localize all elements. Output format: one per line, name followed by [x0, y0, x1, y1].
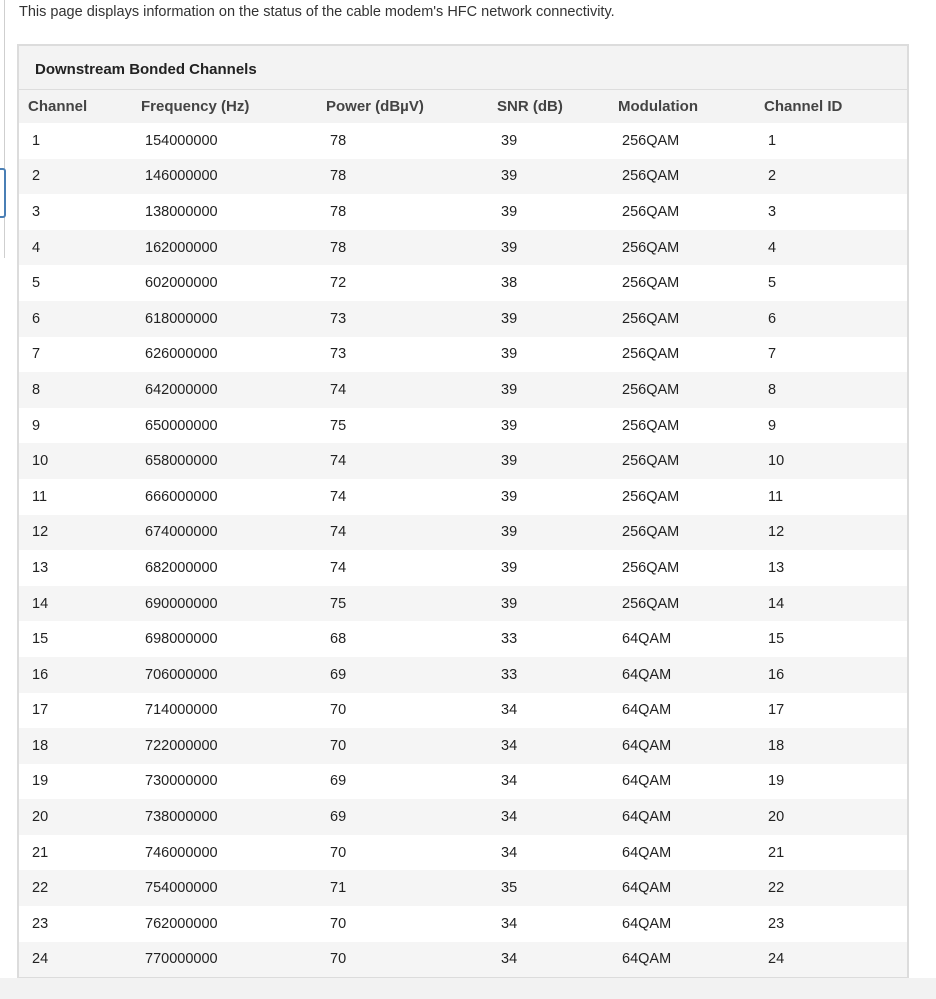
table-row: [19, 799, 907, 835]
cell-modulation: 64QAM: [612, 657, 760, 693]
column-header-power: Power (dBµV): [318, 90, 490, 123]
cell-frequency: 626000000: [133, 337, 318, 373]
cell-channel: 22: [19, 870, 133, 906]
cell-channel-id: 23: [760, 906, 907, 942]
cell-modulation: 256QAM: [612, 550, 760, 586]
cell-channel: 10: [19, 443, 133, 479]
table-row: [19, 265, 907, 301]
cell-frequency: 674000000: [133, 515, 318, 551]
table-row: [19, 906, 907, 942]
cell-modulation: 256QAM: [612, 479, 760, 515]
table-body: [19, 123, 907, 977]
cell-power: 69: [318, 799, 490, 835]
cell-channel-id: 21: [760, 835, 907, 871]
cell-frequency: 770000000: [133, 942, 318, 978]
cell-snr: 39: [490, 443, 612, 479]
cell-power: 74: [318, 550, 490, 586]
cell-power: 78: [318, 159, 490, 195]
cell-frequency: 642000000: [133, 372, 318, 408]
cell-channel-id: 11: [760, 479, 907, 515]
cell-channel: 16: [19, 657, 133, 693]
column-header-frequency: Frequency (Hz): [133, 90, 318, 123]
cell-snr: 34: [490, 906, 612, 942]
cell-modulation: 64QAM: [612, 799, 760, 835]
cell-channel: 7: [19, 337, 133, 373]
cell-snr: 39: [490, 194, 612, 230]
cell-snr: 39: [490, 408, 612, 444]
cell-frequency: 706000000: [133, 657, 318, 693]
cell-channel: 12: [19, 515, 133, 551]
cell-modulation: 64QAM: [612, 764, 760, 800]
table-header-row: [19, 90, 907, 123]
table-row: [19, 870, 907, 906]
cell-channel-id: 13: [760, 550, 907, 586]
cell-modulation: 64QAM: [612, 906, 760, 942]
table-row: [19, 728, 907, 764]
table-row: [19, 230, 907, 266]
cell-channel-id: 6: [760, 301, 907, 337]
cell-snr: 39: [490, 586, 612, 622]
downstream-channels-table: [19, 90, 907, 977]
cell-channel-id: 22: [760, 870, 907, 906]
table-row: [19, 194, 907, 230]
cell-channel-id: 24: [760, 942, 907, 978]
table-row: [19, 372, 907, 408]
cell-frequency: 730000000: [133, 764, 318, 800]
cell-channel: 18: [19, 728, 133, 764]
cell-power: 70: [318, 942, 490, 978]
cell-modulation: 256QAM: [612, 194, 760, 230]
cell-power: 68: [318, 621, 490, 657]
cell-channel: 19: [19, 764, 133, 800]
cell-frequency: 738000000: [133, 799, 318, 835]
cell-channel-id: 9: [760, 408, 907, 444]
cell-snr: 34: [490, 728, 612, 764]
cell-channel: 4: [19, 230, 133, 266]
cell-power: 74: [318, 479, 490, 515]
cell-modulation: 256QAM: [612, 443, 760, 479]
cell-frequency: 698000000: [133, 621, 318, 657]
table-row: [19, 479, 907, 515]
cell-modulation: 256QAM: [612, 408, 760, 444]
cell-snr: 34: [490, 942, 612, 978]
page-description: This page displays information on the status of the cable modem's HFC network connectivity.: [19, 4, 615, 20]
table-row: [19, 337, 907, 373]
column-header-channel-id: Channel ID: [760, 90, 907, 123]
cell-channel: 14: [19, 586, 133, 622]
cell-modulation: 64QAM: [612, 693, 760, 729]
cell-power: 70: [318, 835, 490, 871]
cell-snr: 39: [490, 515, 612, 551]
cell-modulation: 256QAM: [612, 230, 760, 266]
cell-snr: 33: [490, 621, 612, 657]
table-row: [19, 586, 907, 622]
cell-frequency: 618000000: [133, 301, 318, 337]
cell-power: 74: [318, 515, 490, 551]
cell-channel: 13: [19, 550, 133, 586]
cell-frequency: 138000000: [133, 194, 318, 230]
cell-frequency: 658000000: [133, 443, 318, 479]
cell-frequency: 666000000: [133, 479, 318, 515]
cell-channel-id: 10: [760, 443, 907, 479]
cell-snr: 39: [490, 479, 612, 515]
cell-channel: 2: [19, 159, 133, 195]
cell-channel-id: 4: [760, 230, 907, 266]
cell-channel: 15: [19, 621, 133, 657]
cell-modulation: 64QAM: [612, 835, 760, 871]
cell-channel: 6: [19, 301, 133, 337]
column-header-modulation: Modulation: [612, 90, 760, 123]
cell-frequency: 682000000: [133, 550, 318, 586]
cell-modulation: 256QAM: [612, 586, 760, 622]
cell-snr: 38: [490, 265, 612, 301]
cell-channel: 11: [19, 479, 133, 515]
table-row: [19, 835, 907, 871]
cell-frequency: 650000000: [133, 408, 318, 444]
cell-channel-id: 2: [760, 159, 907, 195]
cell-power: 73: [318, 301, 490, 337]
cell-modulation: 256QAM: [612, 265, 760, 301]
cell-channel-id: 14: [760, 586, 907, 622]
cell-modulation: 64QAM: [612, 942, 760, 978]
cell-power: 69: [318, 764, 490, 800]
cell-snr: 39: [490, 337, 612, 373]
table-row: [19, 764, 907, 800]
cell-channel: 8: [19, 372, 133, 408]
cell-channel: 24: [19, 942, 133, 978]
table-row: [19, 550, 907, 586]
table-row: [19, 515, 907, 551]
cell-snr: 35: [490, 870, 612, 906]
cell-modulation: 256QAM: [612, 301, 760, 337]
cell-modulation: 256QAM: [612, 337, 760, 373]
cell-power: 74: [318, 443, 490, 479]
column-header-channel: Channel: [19, 90, 133, 123]
table-row: [19, 408, 907, 444]
cell-modulation: 256QAM: [612, 515, 760, 551]
cell-snr: 33: [490, 657, 612, 693]
cell-frequency: 754000000: [133, 870, 318, 906]
cell-channel-id: 12: [760, 515, 907, 551]
cell-frequency: 146000000: [133, 159, 318, 195]
cell-snr: 34: [490, 835, 612, 871]
cell-snr: 39: [490, 230, 612, 266]
cell-frequency: 762000000: [133, 906, 318, 942]
cell-channel-id: 18: [760, 728, 907, 764]
table-row: [19, 693, 907, 729]
cell-modulation: 64QAM: [612, 621, 760, 657]
table-row: [19, 657, 907, 693]
cell-snr: 34: [490, 799, 612, 835]
cell-snr: 39: [490, 372, 612, 408]
cell-frequency: 602000000: [133, 265, 318, 301]
column-header-snr: SNR (dB): [490, 90, 612, 123]
cell-power: 75: [318, 586, 490, 622]
cell-power: 73: [318, 337, 490, 373]
cell-snr: 39: [490, 159, 612, 195]
cell-power: 78: [318, 230, 490, 266]
cell-channel: 5: [19, 265, 133, 301]
cell-channel-id: 7: [760, 337, 907, 373]
cell-channel-id: 20: [760, 799, 907, 835]
cell-channel-id: 3: [760, 194, 907, 230]
cell-channel: 3: [19, 194, 133, 230]
left-sidebar-edge: [0, 0, 5, 258]
cell-frequency: 162000000: [133, 230, 318, 266]
cell-frequency: 722000000: [133, 728, 318, 764]
cell-power: 78: [318, 194, 490, 230]
cell-modulation: 256QAM: [612, 123, 760, 159]
table-row: [19, 301, 907, 337]
cell-channel-id: 15: [760, 621, 907, 657]
downstream-bonded-channels-panel: [17, 44, 909, 978]
sidebar-collapse-tab[interactable]: [0, 168, 6, 218]
cell-snr: 39: [490, 123, 612, 159]
cell-frequency: 154000000: [133, 123, 318, 159]
cell-channel: 9: [19, 408, 133, 444]
cell-power: 70: [318, 728, 490, 764]
cell-channel: 17: [19, 693, 133, 729]
cell-channel-id: 19: [760, 764, 907, 800]
cell-power: 72: [318, 265, 490, 301]
table-row: [19, 123, 907, 159]
cell-modulation: 64QAM: [612, 870, 760, 906]
cell-snr: 34: [490, 764, 612, 800]
cell-channel-id: 5: [760, 265, 907, 301]
cell-channel-id: 17: [760, 693, 907, 729]
cell-frequency: 690000000: [133, 586, 318, 622]
cell-modulation: 64QAM: [612, 728, 760, 764]
cell-channel: 21: [19, 835, 133, 871]
panel-title: Downstream Bonded Channels: [19, 46, 907, 90]
cell-channel: 20: [19, 799, 133, 835]
cell-power: 75: [318, 408, 490, 444]
cell-modulation: 256QAM: [612, 372, 760, 408]
cell-snr: 34: [490, 693, 612, 729]
cell-frequency: 714000000: [133, 693, 318, 729]
cell-channel: 1: [19, 123, 133, 159]
cell-channel-id: 1: [760, 123, 907, 159]
cell-snr: 39: [490, 301, 612, 337]
table-row: [19, 621, 907, 657]
cell-power: 78: [318, 123, 490, 159]
cell-channel-id: 8: [760, 372, 907, 408]
cell-frequency: 746000000: [133, 835, 318, 871]
table-row: [19, 942, 907, 978]
cell-channel: 23: [19, 906, 133, 942]
cell-power: 70: [318, 906, 490, 942]
cell-modulation: 256QAM: [612, 159, 760, 195]
cell-power: 74: [318, 372, 490, 408]
table-row: [19, 159, 907, 195]
cell-snr: 39: [490, 550, 612, 586]
cell-power: 70: [318, 693, 490, 729]
cell-power: 71: [318, 870, 490, 906]
table-row: [19, 443, 907, 479]
cell-power: 69: [318, 657, 490, 693]
page-footer-strip: [0, 978, 936, 999]
cell-channel-id: 16: [760, 657, 907, 693]
